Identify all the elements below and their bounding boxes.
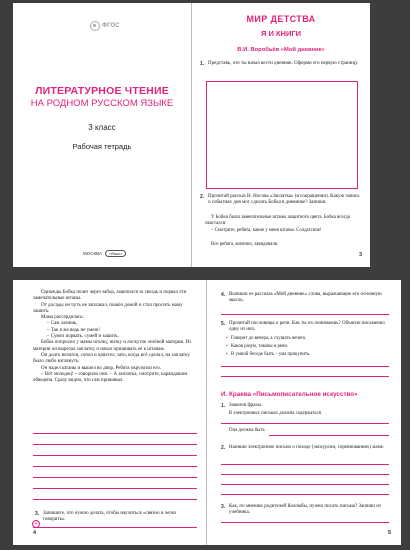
task-2 [200,194,360,207]
cover-grade: 3 класс [88,123,116,132]
dialogue-line: – Так я же ведь не умею! [47,327,100,333]
task-number: 3. [35,511,40,517]
task-text: Прочитай пословицы о речи. Как ты их понимаешь? Объясни письменно одну из них. [229,321,385,333]
answer-line[interactable] [33,488,197,489]
dialogue-line: – Сумел порвать, сумей и зашить. [47,334,119,340]
proverb-item: • Говорит до вечера, а слушать нечего. [231,336,306,342]
story-paragraph: Однажды Бобка полез через забор, зацепился за гвоздь и порвал эти замечательные штаны. [33,290,187,302]
publisher [83,250,126,257]
proverb-item: • Каков разум, таковы и речи. [231,344,288,350]
chapter-title: МИР ДЕТСТВА [246,14,316,24]
page-4 [13,280,206,545]
task-text: Закончи фразы. [229,403,263,408]
task-text: Представь, что ты начал вести дневник. Оформи его первую страницу. [208,61,359,66]
answer-line[interactable] [33,499,197,500]
story-paragraph: – Вот молодец! – говорили они. – А заплатка, смотрите, карандашом обведена. Сразу видно, что сам пришивал. [33,371,188,384]
quote-paragraph: – Смотрите, ребята, какие у меня штаны. Солдатские! [211,228,322,233]
answer-line[interactable] [221,474,389,475]
section-heading: И. Краева «Письмописательное искусство» [221,391,358,398]
answer-line[interactable] [221,522,389,523]
task-number: 5. [221,321,226,327]
task-number: 2. [221,445,226,451]
answer-line[interactable] [221,314,389,315]
page-3 [192,3,370,267]
answer-line[interactable] [33,477,197,478]
story-paragraph: Бобка попросил у мамы иголку, нитку и лоскуток зелёной материи. Из материи он вырезал заплатку и начал пришивать её к штанам. [33,340,192,352]
answer-line[interactable] [221,464,389,465]
task-text: Прочитай рассказ Н. Носова «Заплатка» (в сокращении). Какую запись о событиях дня мог сделать Бобка в дневнике? Запиши. [208,194,360,206]
page-5 [207,280,401,545]
publisher-city: МОСКВА [83,251,102,256]
proverb-item: • В умной беседе быть – ума прикупить. [231,352,310,358]
page-number: 3 [358,252,362,258]
page-number: 5 [387,530,391,536]
answer-line[interactable] [221,423,389,424]
phrase-prompt: В электронных письмах должна содержаться [229,411,321,416]
answer-line[interactable] [221,366,389,367]
answer-line[interactable] [33,466,197,467]
page-number: 4 [33,530,37,536]
answer-line[interactable] [33,527,197,528]
task-text: Как, по мнению родителей Коломбы, нужно писать письма? Запиши из учебника. [229,504,381,516]
answer-line[interactable] [33,433,197,434]
task-4 [221,292,389,305]
task-number: 1. [200,61,205,67]
section-title: Я И КНИГИ [261,29,301,38]
quote-paragraph: Все ребята, конечно, завидовали. [211,242,279,247]
answer-line[interactable] [269,435,389,436]
task-number: 4. [221,292,226,298]
dialogue-line: – Сам лазишь, [47,321,78,327]
task-2 [221,445,389,451]
task-text: Запишите, что нужно делать, чтобы научиться «связно и легко говорить». [43,511,177,523]
task-3 [221,504,389,517]
publisher-logo-icon: «Вако» [105,250,126,257]
drawing-area[interactable] [206,81,358,189]
cover-subtitle: НА РОДНОМ РУССКОМ ЯЗЫКЕ [30,98,174,109]
answer-line[interactable] [33,444,197,445]
task-number: 1. [221,403,226,409]
story-text [33,290,197,384]
phrase-prompt: Она должна быть [229,428,265,433]
task-text: Напиши электронное письмо о походе (экскурсии, соревнованиях) маме. [229,445,385,450]
quote-paragraph: У Бобки были замечательные штаны защитного цвета. Бобка всегда хвастался: [205,215,350,226]
cover-workbook-label: Рабочая тетрадь [72,142,132,151]
top-spread [13,3,370,267]
story-paragraph: Мама рассердилась: [41,315,84,321]
fgos-logo [90,21,119,31]
story-paragraph: Он надел штаны и вышел во двор. Ребята окружили его. [41,365,162,371]
cover-title: ЛИТЕРАТУРНОЕ ЧТЕНИЕ [35,85,169,97]
story-paragraph: Он долго возился, сопел и кряхтел, зато, когда всё сделал, на заплатку было любо взглянуть. [33,352,190,365]
fgos-label: ФГОС [102,23,120,29]
answer-line[interactable] [221,484,389,485]
cover-page [13,3,191,267]
bottom-spread [13,280,401,545]
task-5 [221,321,389,334]
answer-line[interactable] [33,455,197,456]
task-1 [221,403,389,409]
answer-line[interactable] [221,494,389,495]
story-title: В.И. Воробьёв «Мой дневник» [237,47,325,53]
task-1 [200,61,360,67]
task-text: Выпиши из рассказа «Мой дневник» слова, выражающие его основную мысль. [229,292,382,304]
story-paragraph: От досады он чуть не заплакал, пошёл домой и стал просить маму зашить. [33,302,183,314]
task-3 [35,511,197,524]
answer-line[interactable] [221,376,389,377]
task-number: 2. [200,194,205,200]
task-number: 3. [221,504,226,510]
fgos-icon [90,21,100,31]
